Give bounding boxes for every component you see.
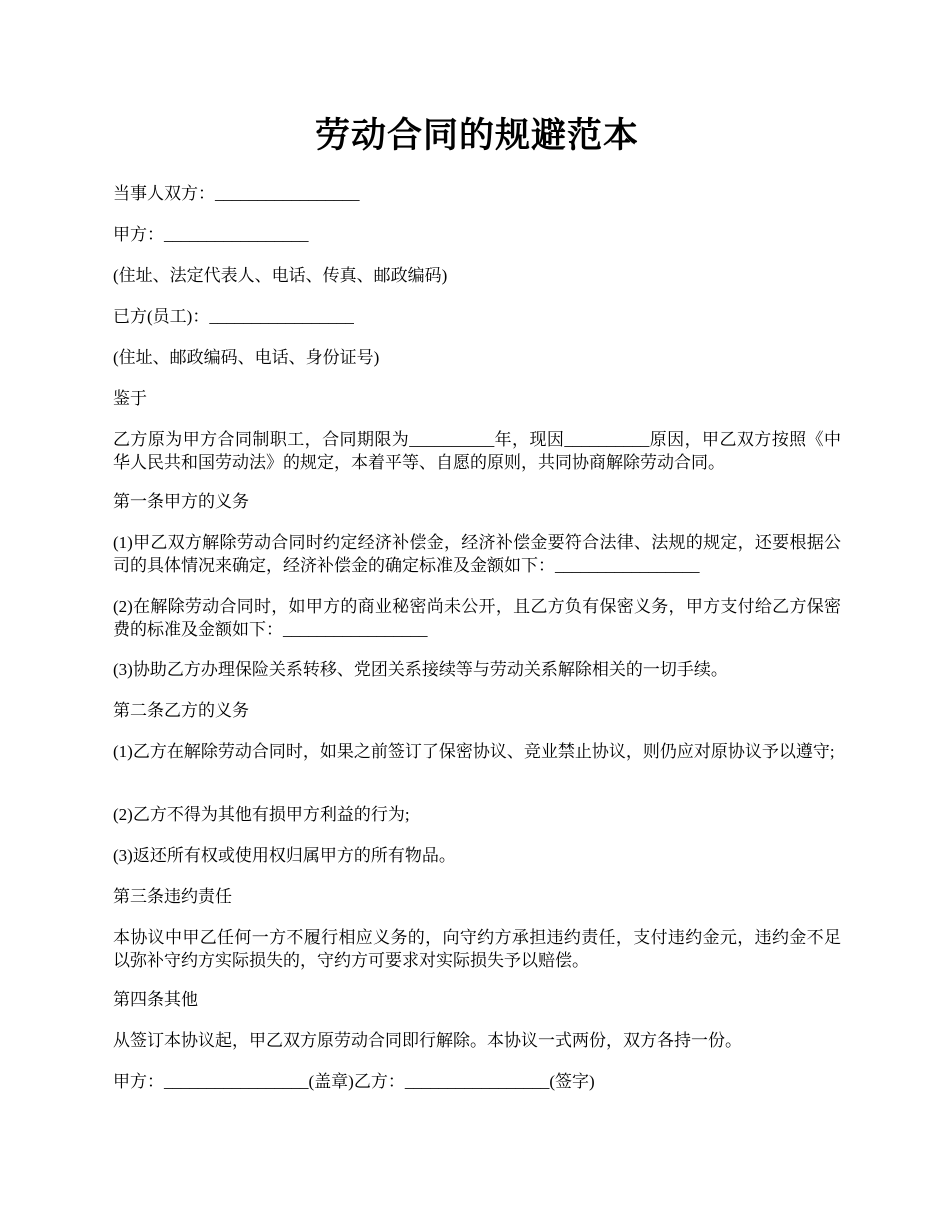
paragraph-party-a: 甲方：_________________ [113,225,309,244]
paragraph-whereas: 鉴于 [113,389,147,408]
section-heading-3: 第三条违约责任 [113,887,232,906]
paragraph-2-3: (3)返还所有权或使用权归属甲方的所有物品。 [113,846,456,865]
section-heading-2: 第二条乙方的义务 [113,701,249,720]
section-heading-4: 第四条其他 [113,990,198,1009]
paragraph-2-1: (1)乙方在解除劳动合同时，如果之前签订了保密协议、竞业禁止协议，则仍应对原协议予以遵守; [113,742,835,761]
paragraph-preamble: 乙方原为甲方合同制职工，合同期限为__________年，现因__________原因，甲乙双方按照《中华人民共和国劳动法》的规定，本着平等、自愿的原则，共同协商解除劳动合同。 [113,430,841,472]
paragraph-3: 本协议中甲乙任何一方不履行相应义务的，向守约方承担违约责任，支付违约金元，违约金不足以弥补守约方实际损失的，守约方可要求对实际损失予以赔偿。 [113,928,841,970]
paragraph-party-a-info: (住址、法定代表人、电话、传真、邮政编码) [113,266,448,285]
paragraph-2-2: (2)乙方不得为其他有损甲方利益的行为; [113,805,410,824]
paragraph-1-2: (2)在解除劳动合同时，如甲方的商业秘密尚未公开，且乙方负有保密义务，甲方支付给乙方保密费的标准及金额如下：_________________ [113,597,841,639]
paragraph-1-3: (3)协助乙方办理保险关系转移、党团关系接续等与劳动关系解除相关的一切手续。 [113,660,728,679]
paragraph-signatures: 甲方：_________________(盖章)乙方：_________________(签字) [113,1072,595,1091]
paragraph-1-1: (1)甲乙双方解除劳动合同时约定经济补偿金，经济补偿金要符合法律、法规的规定，还要根据公司的具体情况来确定，经济补偿金的确定标准及金额如下：_________________ [113,533,841,575]
document-title: 劳动合同的规避范本 [314,116,639,155]
paragraph-party-b-info: (住址、邮政编码、电话、身份证号) [113,348,380,367]
paragraph-4: 从签订本协议起，甲乙双方原劳动合同即行解除。本协议一式两份，双方各持一份。 [113,1031,742,1050]
paragraph-party-b: 已方(员工)：_________________ [113,307,354,326]
paragraph-parties: 当事人双方：_________________ [113,184,360,203]
section-heading-1: 第一条甲方的义务 [113,492,249,511]
